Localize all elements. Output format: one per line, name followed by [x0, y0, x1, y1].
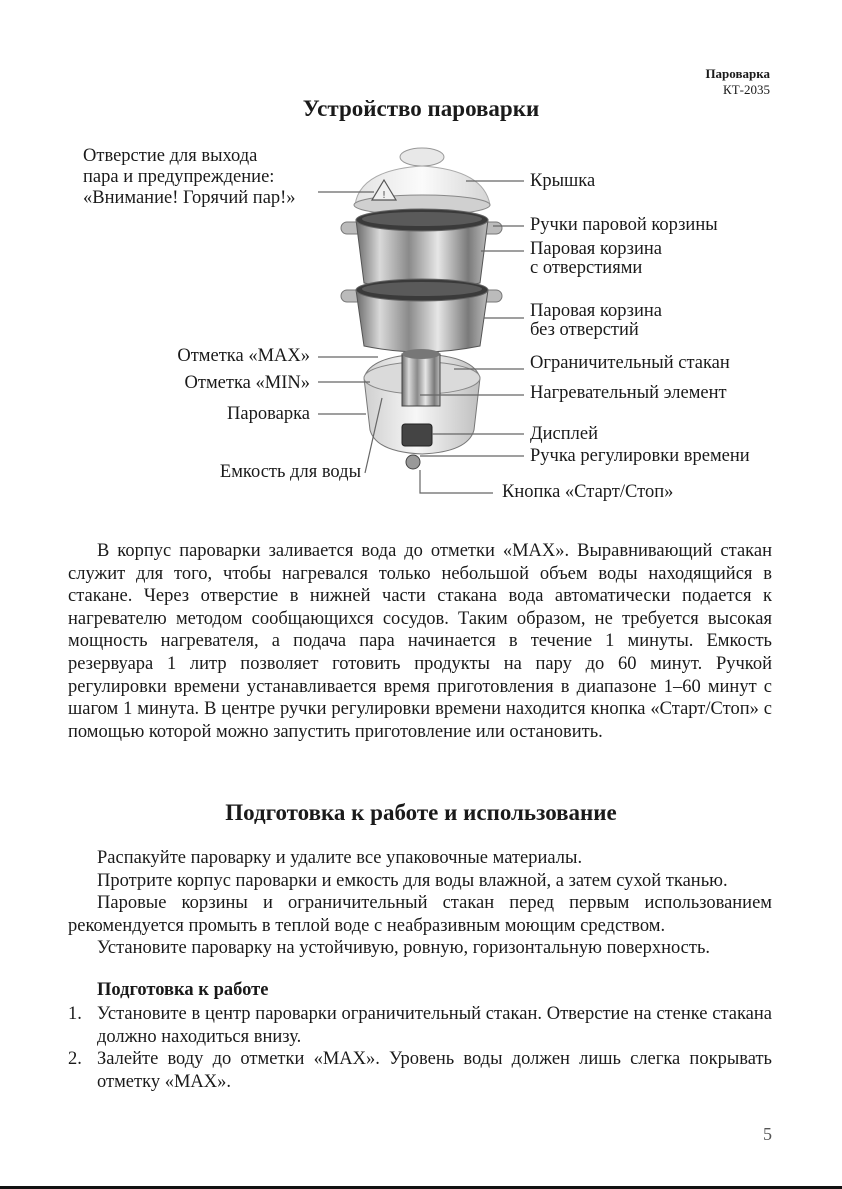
step-text: Установите в центр пароварки ограничительный стакан. Отверстие на стенке стакана должно находиться внизу.: [97, 1004, 772, 1047]
label-lid: Крышка: [530, 171, 596, 191]
preparation-paragraphs: [68, 847, 772, 960]
step-text: Залейте воду до отметки «MAX». Уровень воды должен лишь слегка покрывать отметку «MAX».: [97, 1049, 772, 1092]
section-title-preparation: Подготовка к работе и использование: [225, 800, 617, 825]
label-vent: Отверстие для выхода пара и предупреждение: «Внимание! Горячий пар!»: [83, 146, 296, 208]
label-heating-element: Нагревательный элемент: [530, 383, 727, 403]
preparation-steps: [68, 1003, 772, 1093]
section-title-device: Устройство пароварки: [302, 96, 540, 121]
label-start-stop: Кнопка «Старт/Стоп»: [502, 482, 674, 502]
label-max-mark: Отметка «MAX»: [177, 346, 310, 366]
paragraph-unpack: Распакуйте пароварку и удалите все упаковочные материалы.: [97, 848, 583, 868]
paragraph-place: Установите пароварку на устойчивую, ровную, горизонтальную поверхность.: [97, 938, 711, 959]
paragraph-wipe: Протрите корпус пароварки и емкость для воды влажной, а затем сухой тканью.: [97, 870, 728, 891]
paragraph-wash: Паровые корзины и ограничительный стакан перед первым использованием рекомендуется промыть в теплой воде с неабразивным моющим средством.: [68, 893, 772, 936]
label-limiter-cup: Ограничительный стакан: [530, 353, 730, 373]
svg-text:!: !: [381, 190, 387, 201]
label-display: Дисплей: [530, 424, 598, 444]
steamer-base-shape: [364, 349, 480, 469]
page-number: 5: [763, 1124, 772, 1144]
device-description: [68, 540, 772, 743]
step-number: 2.: [68, 1049, 82, 1070]
label-timer-knob: Ручка регулировки времени: [530, 446, 750, 466]
label-basket-without-holes: Паровая корзина без отверстий: [530, 301, 663, 340]
basket-with-holes-shape: [341, 209, 502, 290]
header-model: КТ-2035: [723, 82, 770, 97]
list-item: [68, 1048, 772, 1093]
header-product: Пароварка: [705, 66, 770, 81]
label-steamer: Пароварка: [227, 404, 310, 424]
label-min-mark: Отметка «MIN»: [184, 373, 310, 393]
label-basket-with-holes: Паровая корзина с отверстиями: [530, 239, 663, 278]
label-water-tank: Емкость для воды: [219, 462, 361, 482]
steamer-diagram: [0, 0, 842, 520]
description-text: В корпус пароварки заливается вода до отметки «MAX». Выравнивающий стакан служит для того, чтобы нагревался только небольшой объем воды находящийся в стакане. Через отверстие в нижней части стакана вода автоматически подается к нагревателю методом сообщающихся сосудов. Таким образом, не требуется высокая мощность нагревателя, а подача пара начинается в течение 1 минуты. Емкость резервуара 1 литр позволяет готовить продукты на пару до 60 минут. Ручкой регулировки времени устанавливается время приготовления в диапазоне 1–60 минут с шагом 1 минута. В центре ручки регулировки времени находится кнопка «Старт/Стоп» с помощью которой можно запустить приготовление или остановить.: [68, 541, 772, 742]
step-number: 1.: [68, 1004, 82, 1024]
basket-without-holes-shape: [341, 279, 502, 352]
label-basket-handles: Ручки паровой корзины: [530, 215, 718, 235]
list-item: [68, 1003, 772, 1048]
subheading-preparation: Подготовка к работе: [97, 980, 269, 1000]
